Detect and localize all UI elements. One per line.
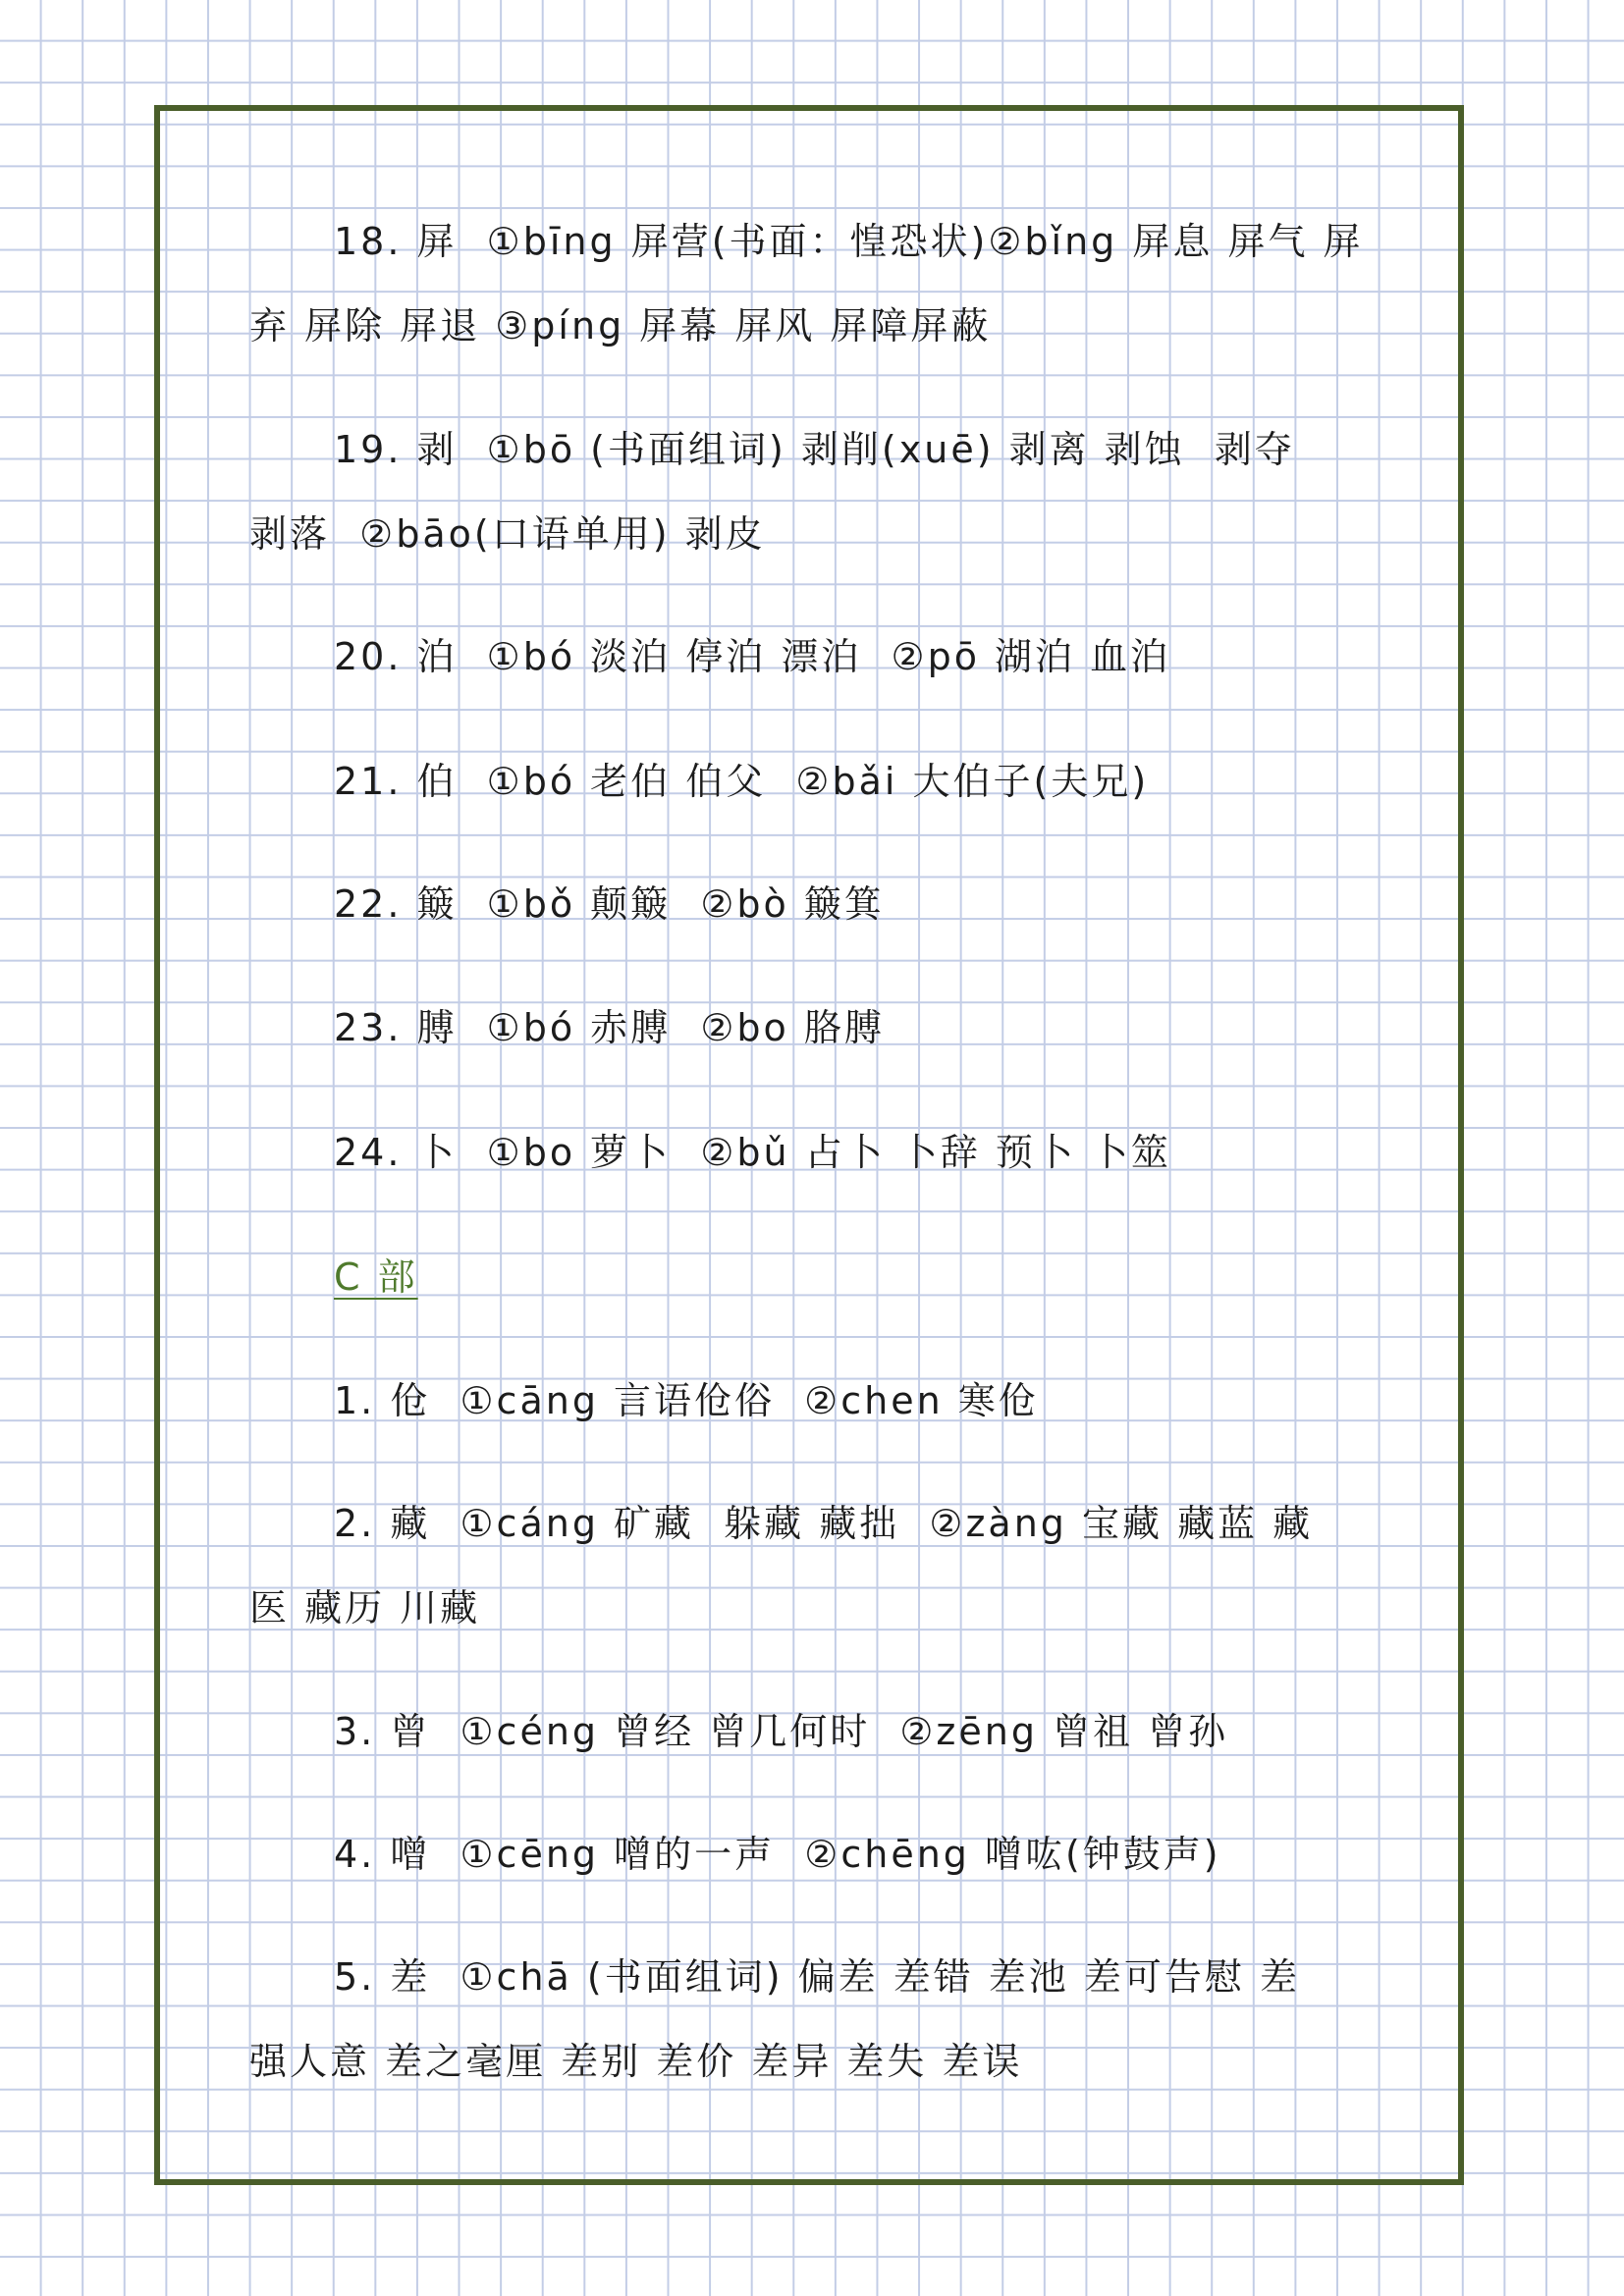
entry-line: 强人意 差之毫厘 差别 差价 差异 差失 差误: [249, 2040, 1023, 2083]
entry-3-ceng: [249, 1689, 1379, 1774]
entry-line: 23. 膊 ①bó 赤膊 ②bo 胳膊: [334, 1006, 885, 1049]
entry-line: 4. 噌 ①cēng 噌的一声 ②chēng 噌吰(钟鼓声): [334, 1833, 1221, 1876]
entry-1-cang: [249, 1359, 1379, 1443]
entry-19-bo: [249, 407, 1379, 576]
entry-23-bo: [249, 986, 1379, 1070]
entry-21-bo: [249, 739, 1379, 824]
entry-line: 1. 伧 ①cāng 言语伧俗 ②chen 寒伧: [334, 1379, 1039, 1422]
entry-4-ceng: [249, 1812, 1379, 1896]
entry-20-bo: [249, 614, 1379, 699]
entry-22-bo: [249, 862, 1379, 946]
entry-line: 医 藏历 川藏: [249, 1586, 481, 1629]
entry-line: 弃 屏除 屏退 ③píng 屏幕 屏风 屏障屏蔽: [249, 304, 992, 347]
entry-line: 20. 泊 ①bó 淡泊 停泊 漂泊 ②pō 湖泊 血泊: [334, 635, 1171, 678]
entry-18-ping: [249, 199, 1379, 368]
entry-line: 5. 差 ①chā (书面组词) 偏差 差错 差池 差可告慰 差: [334, 1955, 1300, 1999]
entry-line: 19. 剥 ①bō (书面组词) 剥削(xuē) 剥离 剥蚀 剥夺: [334, 428, 1295, 471]
entry-5-cha: [249, 1935, 1379, 2104]
entry-24-bo: [249, 1110, 1379, 1195]
section-heading-c: C 部: [334, 1255, 418, 1299]
entry-line: 剥落 ②bāo(口语单用) 剥皮: [249, 512, 766, 556]
entry-line: 2. 藏 ①cáng 矿藏 躲藏 藏拙 ②zàng 宝藏 藏蓝 藏: [334, 1502, 1314, 1545]
entry-2-cang: [249, 1481, 1379, 1650]
entry-line: 18. 屏 ①bīng 屏营(书面：惶恐状)②bǐng 屏息 屏气 屏: [334, 220, 1364, 263]
entry-line: 21. 伯 ①bó 老伯 伯父 ②bǎi 大伯子(夫兄): [334, 760, 1150, 803]
entry-line: 22. 簸 ①bǒ 颠簸 ②bò 簸箕: [334, 882, 885, 926]
entry-line: 24. 卜 ①bo 萝卜 ②bǔ 占卜 卜辞 预卜 卜筮: [334, 1131, 1171, 1174]
entry-line: 3. 曾 ①céng 曾经 曾几何时 ②zēng 曾祖 曾孙: [334, 1710, 1229, 1753]
